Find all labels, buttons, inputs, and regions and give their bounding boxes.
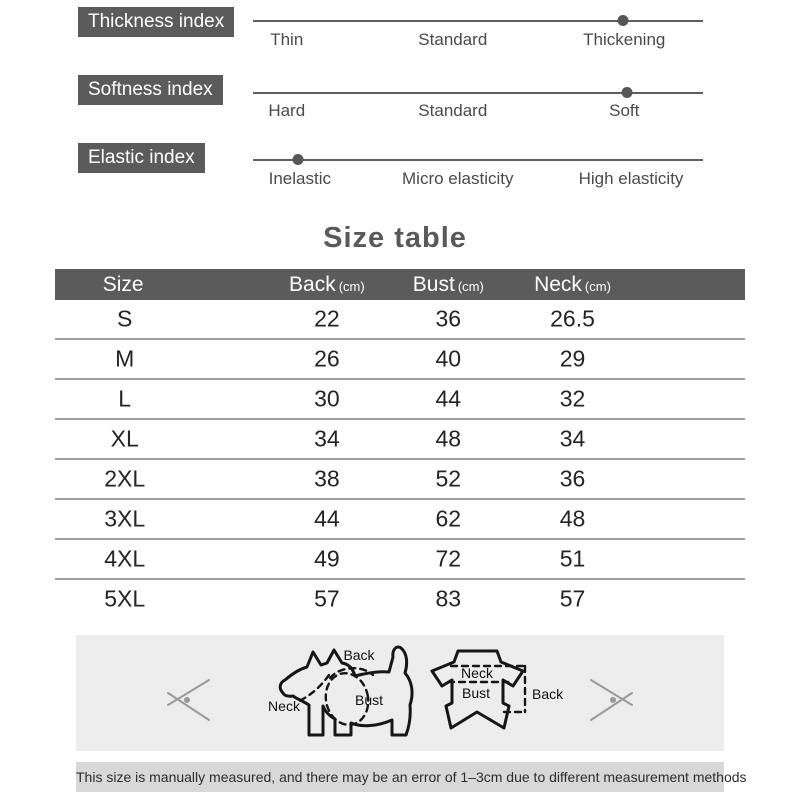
neck-value: 48 (559, 505, 586, 532)
prev-arrow-icon[interactable] (168, 680, 209, 720)
table-row (55, 300, 745, 340)
bust-value: 62 (435, 505, 462, 532)
softness-index-label: Softness index (78, 75, 223, 105)
garment-neck-label: Neck (461, 665, 493, 681)
elastic-slider-dot-indicator (292, 154, 303, 165)
dog-back-label: Back (343, 647, 375, 663)
softness-options (253, 101, 703, 123)
slider-option: Hard (268, 101, 306, 120)
table-row (55, 420, 745, 460)
garment-illustration (432, 651, 564, 728)
neck-value: 26.5 (550, 305, 595, 332)
bust-value: 44 (435, 385, 462, 412)
dog-illustration (268, 647, 412, 735)
dog-bust-label: Bust (354, 692, 384, 708)
neck-value: 51 (559, 545, 586, 572)
size-value: 2XL (104, 465, 146, 492)
neck-value: 34 (559, 425, 586, 452)
column-header-size: Size (102, 272, 144, 296)
back-value: 38 (314, 465, 340, 492)
measurement-disclaimer: This size is manually measured, and there may be an error of 1–3cm due to different measurement methods (76, 762, 724, 792)
measurement-diagram (76, 635, 724, 751)
slider-option: Thickening (583, 30, 666, 49)
slider-option: Inelastic (268, 169, 331, 188)
neck-value: 57 (559, 585, 586, 612)
slider-option: High elasticity (578, 169, 684, 188)
table-row (55, 460, 745, 500)
dog-neck-label: Neck (268, 698, 300, 714)
column-header-back: Back (cm) (289, 272, 365, 296)
bust-value: 52 (435, 465, 462, 492)
neck-value: 36 (559, 465, 586, 492)
slider-option: Soft (609, 101, 640, 120)
back-value: 34 (314, 425, 340, 452)
measurement-diagram-panel (76, 635, 724, 751)
size-table-title: Size table (323, 222, 467, 254)
back-value: 49 (314, 545, 340, 572)
size-value: M (115, 345, 135, 372)
table-row (55, 540, 745, 580)
bust-value: 72 (435, 545, 462, 572)
thickness-slider-line (253, 20, 703, 22)
bust-value: 40 (435, 345, 462, 372)
neck-value: 32 (559, 385, 586, 412)
bust-value: 83 (435, 585, 462, 612)
size-table (55, 269, 745, 618)
table-row (55, 580, 745, 618)
slider-option: Standard (418, 30, 488, 49)
back-value: 30 (314, 385, 340, 412)
table-row (55, 500, 745, 540)
neck-value: 29 (559, 345, 586, 372)
thickness-options (253, 30, 703, 52)
softness-slider-line (253, 92, 703, 94)
back-value: 26 (314, 345, 340, 372)
softness-slider-dot-indicator (621, 87, 632, 98)
elastic-options (253, 169, 703, 191)
next-arrow-icon[interactable] (591, 680, 632, 720)
garment-bust-label: Bust (461, 685, 491, 701)
table-row (55, 380, 745, 420)
size-value: L (118, 385, 132, 412)
bust-value: 48 (435, 425, 462, 452)
column-header-bust: Bust (cm) (412, 272, 484, 296)
size-value: 5XL (104, 585, 146, 612)
garment-back-label: Back (532, 686, 564, 702)
table-row (55, 340, 745, 380)
elastic-index-label: Elastic index (78, 143, 205, 173)
slider-option: Standard (418, 101, 488, 120)
size-value: S (117, 305, 133, 332)
elastic-slider-line (253, 159, 703, 161)
column-header-neck: Neck (cm) (534, 272, 611, 296)
bust-value: 36 (435, 305, 462, 332)
back-value: 44 (314, 505, 340, 532)
size-value: 3XL (104, 505, 146, 532)
slider-option: Thin (270, 30, 304, 49)
back-value: 57 (314, 585, 340, 612)
thickness-slider-dot-indicator (617, 15, 628, 26)
slider-option: Micro elasticity (402, 169, 514, 188)
size-value: 4XL (104, 545, 146, 572)
back-value: 22 (314, 305, 340, 332)
table-header-row (55, 269, 745, 300)
size-value: XL (110, 425, 139, 452)
thickness-index-label: Thickness index (78, 7, 234, 37)
